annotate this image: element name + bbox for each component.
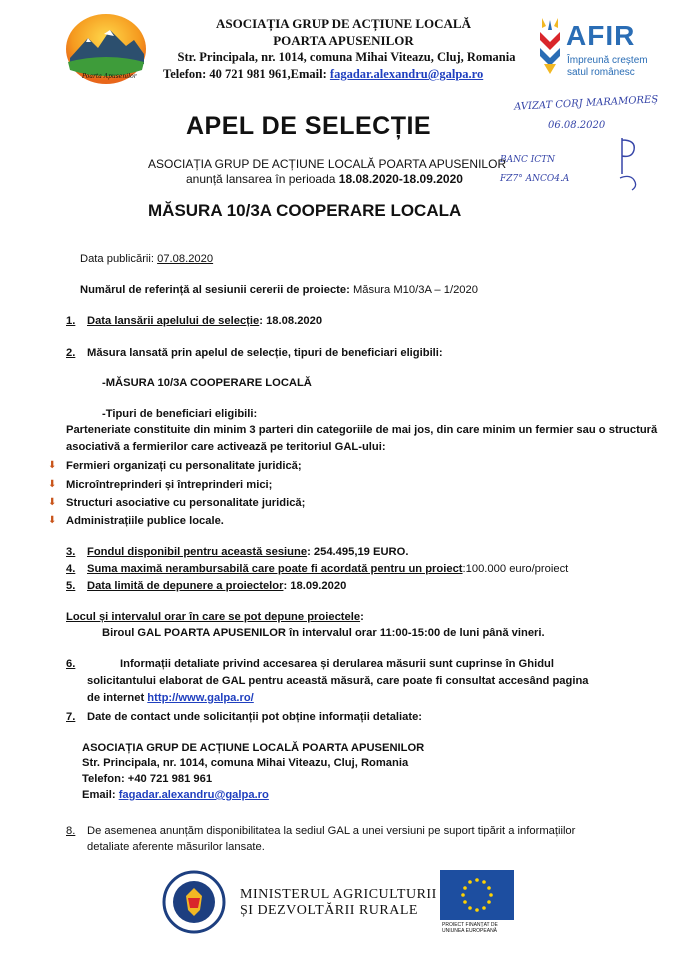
org-address: Str. Principala, nr. 1014, comuna Mihai Viteazu, Cluj, Romania: [177, 50, 516, 64]
org-name-line1: ASOCIAȚIA GRUP DE ACȚIUNE LOCALĂ: [216, 16, 471, 31]
section-2-para-2: asociativă a fermierilor care activează pe teritoriul GAL-ului:: [66, 441, 386, 453]
section-1-value: : 18.08.2020: [259, 315, 323, 327]
bullet-arrow-icon: ⬇: [48, 479, 57, 490]
section-6-line-3: [87, 691, 254, 706]
org-name-line2: POARTA APUSENILOR: [273, 33, 414, 48]
section-2-number: 2.: [66, 347, 76, 359]
title-announce: anunță lansarea în perioada: [186, 172, 339, 186]
section-5-value: : 18.09.2020: [283, 580, 347, 592]
bullet-arrow-icon: ⬇: [48, 515, 57, 526]
section-3-label: Fondul disponibil pentru această sesiune: [87, 546, 308, 558]
galpa-website-link[interactable]: http://www.galpa.ro/: [147, 692, 254, 704]
section-8-line-2: detaliate aferente măsurilor lansate.: [87, 841, 265, 853]
section-5-text: [87, 579, 346, 594]
section-8-number: 8.: [66, 825, 76, 837]
publication-date-value: 07.08.2020: [157, 253, 214, 265]
section-6-line-2: solicitantului elaborat de GAL pentru această măsură, care poate fi consultat accesând pagina: [87, 675, 589, 687]
section-1-label: Data lansării apelului de selecție: [87, 315, 260, 327]
afir-logo: [538, 18, 562, 76]
org-phone: Telefon: 40 721 981 961,Email:: [163, 67, 330, 81]
publication-date-label: Data publicării:: [80, 253, 158, 265]
publication-date: [80, 252, 213, 267]
contact-email: [82, 788, 269, 803]
contact-email-label: Email:: [82, 789, 119, 801]
section-2-measure: -MĂSURA 10/3A COOPERARE LOCALĂ: [102, 377, 312, 389]
org-contact: [163, 67, 483, 82]
handwritten-note-3: BANC ICTN: [500, 155, 556, 165]
section-2-types: -Tipuri de beneficiari eligibili:: [102, 408, 258, 420]
title-subtitle-2: [186, 172, 463, 186]
location-text: Biroul GAL POARTA APUSENILOR în intervalul orar 11:00-15:00 de luni până vineri.: [102, 627, 545, 639]
section-3-number: 3.: [66, 546, 76, 558]
eu-caption-1: PROIECT FINANȚAT DE: [442, 922, 498, 928]
beneficiary-item: Structuri asociative cu personalitate juridică;: [66, 497, 306, 509]
location-colon: :: [360, 611, 364, 623]
contact-org: ASOCIAȚIA GRUP DE ACȚIUNE LOCALĂ POARTA APUSENILOR: [82, 742, 425, 754]
section-5-number: 5.: [66, 580, 76, 592]
measure-title: MĂSURA 10/3A COOPERARE LOCALA: [148, 201, 462, 220]
section-8-line-1: De asemenea anunțăm disponibilitatea la sediul GAL a unei versiuni pe suport tipărit a informațiilor: [87, 825, 576, 837]
section-4-label: Suma maximă nerambursabilă care poate fi acordată pentru un proiect: [87, 563, 463, 575]
section-6-prefix: de internet: [87, 692, 148, 704]
afir-name: AFIR: [566, 20, 636, 51]
bullet-arrow-icon: ⬇: [48, 497, 57, 508]
reference-number: [80, 283, 478, 298]
ministry-name-line2: ȘI DEZVOLTĂRII RURALE: [240, 903, 418, 918]
location-heading: [66, 610, 364, 625]
section-4-number: 4.: [66, 563, 76, 575]
section-5-label: Data limită de depunere a proiectelor: [87, 580, 284, 592]
eu-flag: [440, 870, 514, 920]
government-seal: [162, 870, 226, 934]
section-2-text: Măsura lansată prin apelul de selecție, tipuri de beneficiari eligibili:: [87, 347, 443, 359]
section-7-text: Date de contact unde solicitanții pot obține informații detaliate:: [87, 711, 423, 723]
reference-label: Numărul de referință al sesiunii cererii de proiecte:: [80, 284, 353, 296]
afir-tagline-2: satul românesc: [567, 67, 635, 78]
contact-address: Str. Principala, nr. 1014, comuna Mihai Viteazu, Cluj, Romania: [82, 757, 409, 769]
handwritten-note-4: FZ7° ANCO4.A: [500, 174, 570, 184]
logo-caption: Poarta Apusenilor: [82, 73, 137, 80]
section-4-text: [87, 562, 568, 577]
reference-value: Măsura M10/3A – 1/2020: [352, 284, 478, 296]
section-4-value: :100.000 euro/proiect: [462, 563, 569, 575]
section-6-line-1: Informații detaliate privind accesarea și derularea măsurii sunt cuprinse în Ghidul: [120, 658, 554, 670]
afir-tagline-1: Împreună creștem: [567, 55, 648, 66]
section-6-number: 6.: [66, 658, 76, 670]
eu-caption-2: UNIUNEA EUROPEANĂ: [442, 928, 498, 934]
contact-phone: Telefon: +40 721 981 961: [82, 773, 213, 785]
section-7-number: 7.: [66, 711, 76, 723]
section-1-text: [87, 314, 322, 329]
org-email-link[interactable]: fagadar.alexandru@galpa.ro: [329, 67, 484, 81]
location-label: Locul și intervalul orar în care se pot depune proiectele: [66, 611, 361, 623]
beneficiary-item: Administrațiile publice locale.: [66, 515, 224, 527]
bullet-arrow-icon: ⬇: [48, 460, 57, 471]
handwritten-note-1: AVIZAT CORJ MARAMOREȘ: [513, 94, 659, 113]
page-title: APEL DE SELECȚIE: [186, 112, 432, 140]
handwritten-note-2: 06.08.2020: [548, 120, 606, 131]
section-2-para-1: Parteneriate constituite din minim 3 parteri din categoriile de mai jos, din care minim un fermier sau o structură: [66, 424, 658, 436]
section-1-number: 1.: [66, 315, 76, 327]
contact-email-link[interactable]: fagadar.alexandru@galpa.ro: [118, 789, 269, 801]
title-period: 18.08.2020-18.09.2020: [338, 172, 463, 186]
section-3-value: : 254.495,19 EURO.: [307, 546, 409, 558]
section-3-text: [87, 545, 408, 560]
signature: [612, 134, 652, 199]
title-subtitle-1: ASOCIAȚIA GRUP DE ACȚIUNE LOCALĂ POARTA APUSENILOR: [148, 157, 507, 171]
beneficiary-item: Fermieri organizați cu personalitate juridică;: [66, 460, 302, 472]
ministry-name-line1: MINISTERUL AGRICULTURII: [240, 887, 437, 902]
beneficiary-item: Microîntreprinderi și întreprinderi mici;: [66, 479, 273, 491]
